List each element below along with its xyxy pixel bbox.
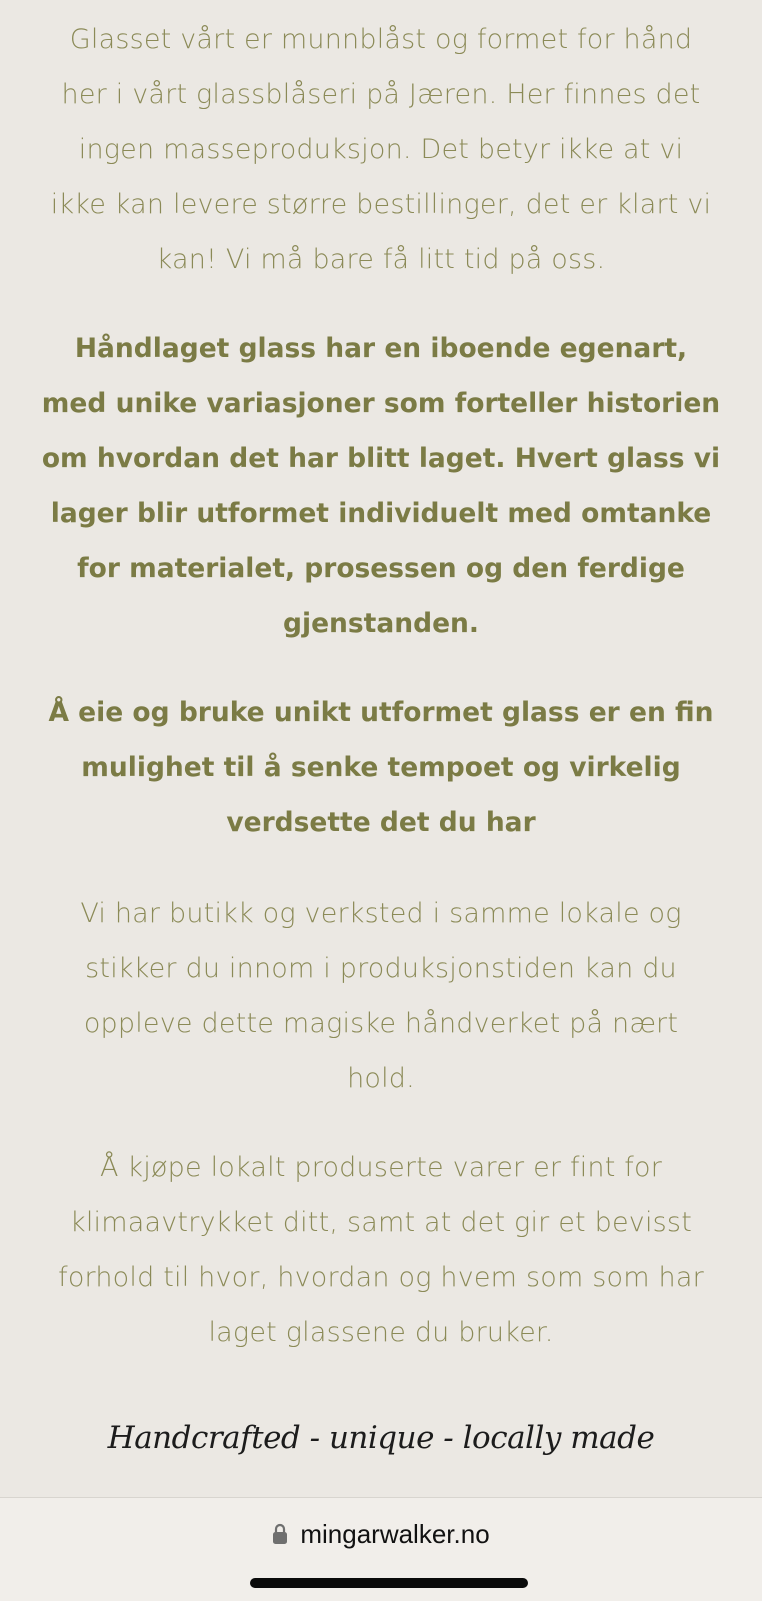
paragraph-line: Glasset vårt er munnblåst og formet for hånd: [69, 24, 693, 55]
paragraph-line: her i vårt glassblåseri på Jæren. Her finnes det: [61, 79, 701, 110]
paragraph-line: stikker du innom i produksjonstiden kan du: [85, 953, 677, 984]
paragraph-line: klimaavtrykket ditt, samt at det gir et bevisst: [70, 1207, 692, 1238]
paragraph-line: mulighet til å senke tempoet og virkelig: [81, 752, 681, 783]
paragraph-line: Å eie og bruke unikt utformet glass er en fin: [48, 697, 714, 728]
paragraph-line: laget glassene du bruker.: [208, 1317, 554, 1348]
paragraph-line: Å kjøpe lokalt produserte varer er fint for: [99, 1152, 663, 1183]
paragraph-line: verdsette det du har: [226, 807, 536, 838]
paragraph-line: lager blir utformet individuelt med omtanke: [50, 498, 712, 529]
paragraph-line: ikke kan levere større bestillinger, det er klart vi: [50, 189, 712, 220]
paragraph-line: med unike variasjoner som forteller historien: [41, 388, 721, 419]
paragraph-line: Vi har butikk og verksted i samme lokale og: [80, 898, 682, 929]
local-paragraph: [40, 1140, 722, 1360]
address-bar[interactable]: [0, 1518, 762, 1550]
handmade-paragraph: [40, 321, 722, 651]
paragraph-line: forhold til hvor, hvordan og hvem som som har: [58, 1262, 704, 1293]
paragraph-line: hold.: [347, 1063, 415, 1094]
paragraph-line: oppleve dette magiske håndverket på nært: [83, 1008, 679, 1039]
workshop-paragraph: [40, 886, 722, 1106]
paragraph-line: ingen masseproduksjon. Det betyr ikke at vi: [78, 134, 684, 165]
tagline: Handcrafted - unique - locally made: [107, 1420, 655, 1456]
intro-paragraph: [40, 12, 722, 287]
paragraph-line: Håndlaget glass har en iboende egenart,: [74, 333, 688, 364]
home-indicator[interactable]: [250, 1578, 528, 1588]
paragraph-line: for materialet, prosessen og den ferdige: [77, 553, 685, 584]
browser-bottom-bar: [0, 1497, 762, 1601]
url-text[interactable]: mingarwalker.no: [300, 1518, 490, 1549]
ownership-paragraph: [40, 685, 722, 850]
paragraph-line: gjenstanden.: [283, 608, 479, 639]
lock-icon: [272, 1523, 288, 1545]
paragraph-line: om hvordan det har blitt laget. Hvert glass vi: [41, 443, 721, 474]
paragraph-line: kan! Vi må bare få litt tid på oss.: [156, 244, 606, 275]
